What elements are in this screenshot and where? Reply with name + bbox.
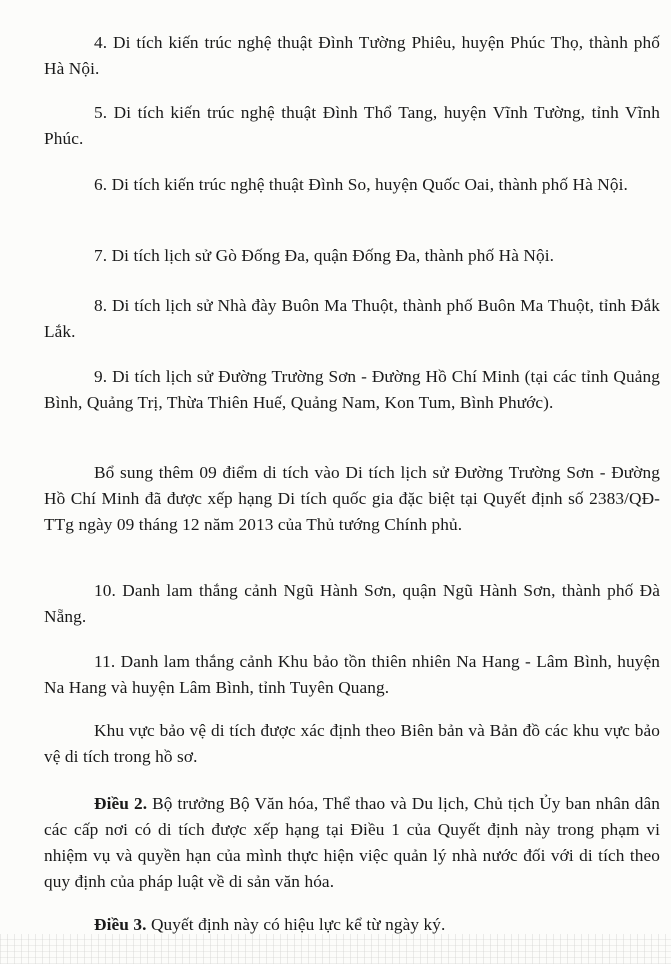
item-text: Di tích lịch sử Nhà đày Buôn Ma Thuột, thành phố Buôn Ma Thuột, tỉnh Đắk Lắk. <box>44 296 660 341</box>
article-3-heading: Điều 3. <box>94 915 147 934</box>
list-item-9 <box>44 364 660 416</box>
item-number: 8. <box>94 296 108 315</box>
list-item-4 <box>44 30 660 82</box>
protection-note <box>44 718 660 770</box>
item-text: Di tích lịch sử Đường Trường Sơn - Đường Hồ Chí Minh (tại các tỉnh Quảng Bình, Quảng Trị, Thừa Thiên Huế, Quảng Nam, Kon Tum, Bình Phước). <box>44 367 661 412</box>
list-item-6 <box>44 172 660 198</box>
article-3 <box>44 912 660 938</box>
item-text: Di tích lịch sử Gò Đống Đa, quận Đống Đa, thành phố Hà Nội. <box>111 246 555 265</box>
list-item-11 <box>44 649 660 701</box>
item-number: 7. <box>94 246 108 265</box>
list-item-7 <box>44 243 660 269</box>
article-3-text: Quyết định này có hiệu lực kể từ ngày ký. <box>150 915 446 934</box>
item-number: 9. <box>94 367 108 386</box>
item-text: Di tích kiến trúc nghệ thuật Đình So, huyện Quốc Oai, thành phố Hà Nội. <box>111 175 628 194</box>
list-item-5 <box>44 100 660 152</box>
article-2-text: Bộ trưởng Bộ Văn hóa, Thể thao và Du lịch, Chủ tịch Ủy ban nhân dân các cấp nơi có di tích được xếp hạng tại Điều 1 của Quyết định này trong phạm vi nhiệm vụ và quyền hạn của mình thực hiện việc quản lý nhà nước đối với di tích theo quy định của pháp luật về di sản văn hóa. <box>44 794 660 891</box>
list-item-8 <box>44 293 660 345</box>
protection-note-text: Khu vực bảo vệ di tích được xác định theo Biên bản và Bản đồ các khu vực bảo vệ di tích trong hồ sơ. <box>44 721 660 766</box>
article-2-heading: Điều 2. <box>94 794 148 813</box>
list-item-10 <box>44 578 660 630</box>
item-number: 11. <box>94 652 116 671</box>
supplement-paragraph <box>44 460 660 538</box>
scan-noise <box>0 934 671 964</box>
item-text: Di tích kiến trúc nghệ thuật Đình Tường Phiêu, huyện Phúc Thọ, thành phố Hà Nội. <box>44 33 660 78</box>
article-2 <box>44 791 660 895</box>
item-number: 10. <box>94 581 116 600</box>
item-number: 6. <box>94 175 108 194</box>
item-text: Danh lam thắng cảnh Ngũ Hành Sơn, quận Ngũ Hành Sơn, thành phố Đà Nẵng. <box>44 581 661 626</box>
item-number: 4. <box>94 33 108 52</box>
item-text: Di tích kiến trúc nghệ thuật Đình Thổ Tang, huyện Vĩnh Tường, tỉnh Vĩnh Phúc. <box>44 103 660 148</box>
supplement-text: Bổ sung thêm 09 điểm di tích vào Di tích lịch sử Đường Trường Sơn - Đường Hồ Chí Minh đã được xếp hạng Di tích quốc gia đặc biệt tại Quyết định số 2383/QĐ-TTg ngày 09 tháng 12 năm 2013 của Thủ tướng Chính phủ. <box>44 463 660 534</box>
item-text: Danh lam thắng cảnh Khu bảo tồn thiên nhiên Na Hang - Lâm Bình, huyện Na Hang và huyện Lâm Bình, tỉnh Tuyên Quang. <box>44 652 661 697</box>
item-number: 5. <box>94 103 108 122</box>
